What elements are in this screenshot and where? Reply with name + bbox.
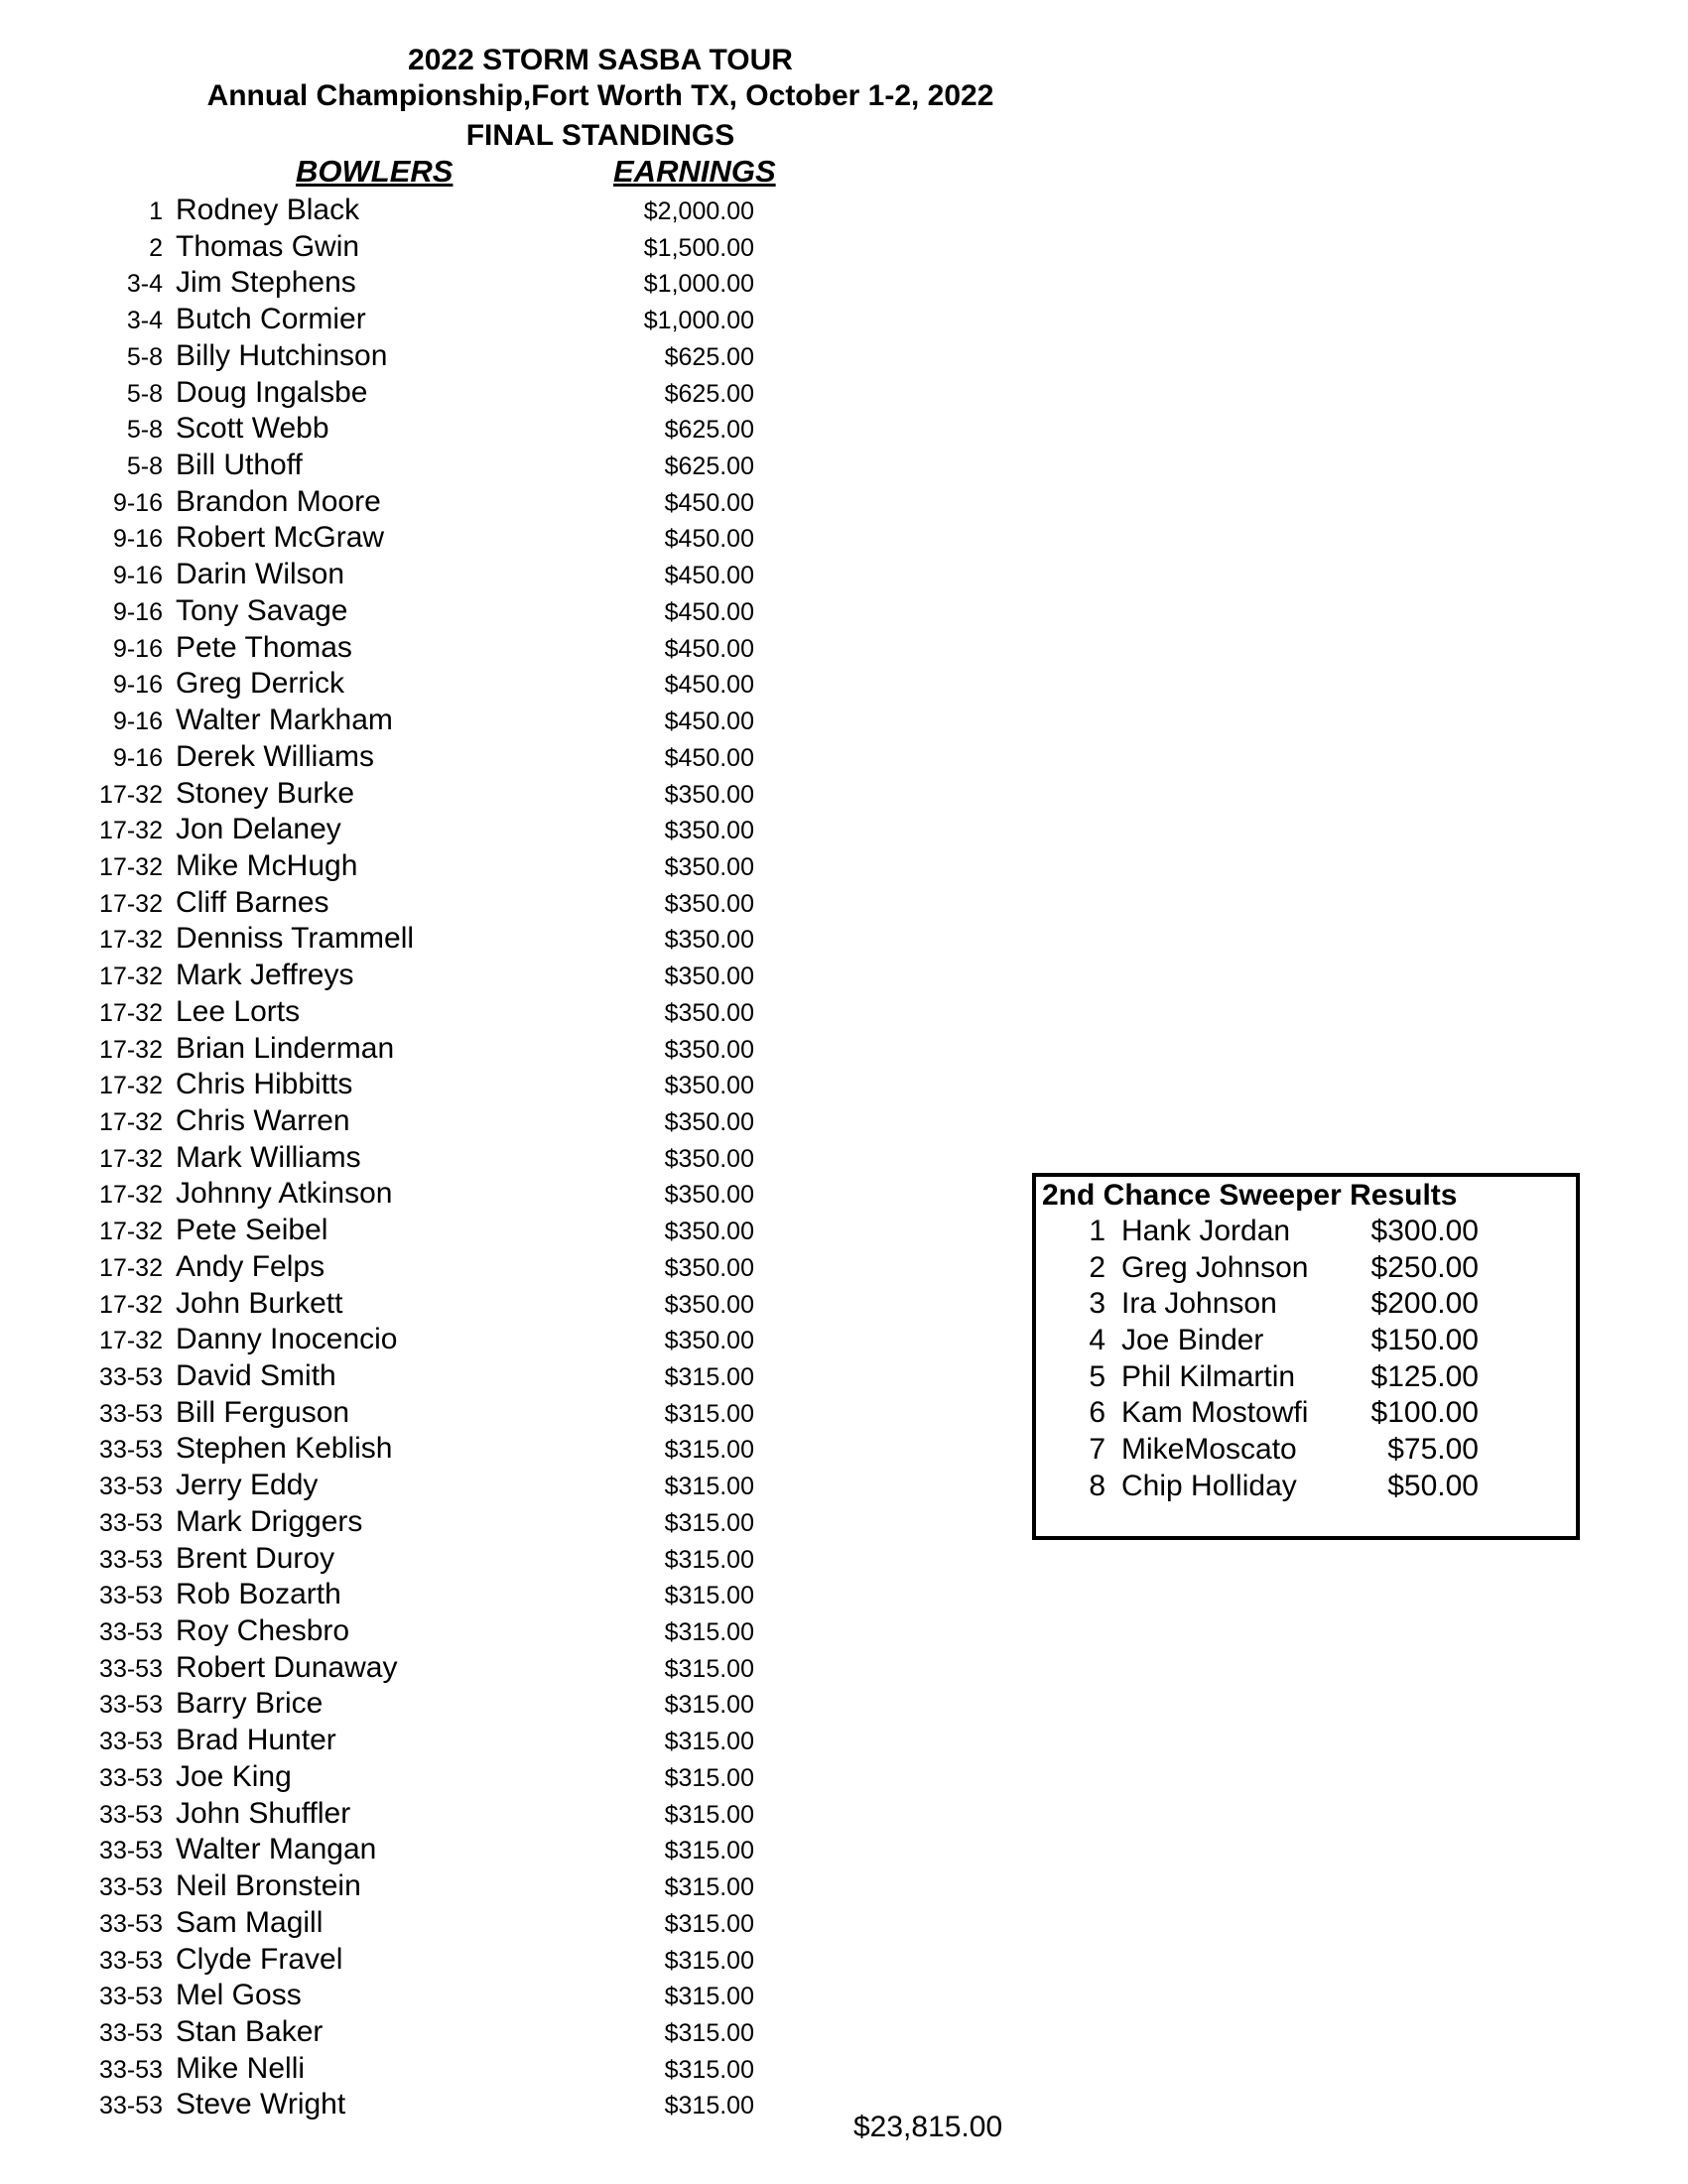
bowler-name: Barry Brice	[176, 1687, 324, 1721]
place-cell: 33-53	[99, 1508, 163, 1537]
earnings-cell: $625.00	[664, 379, 754, 408]
earnings-cell: $315.00	[664, 1399, 754, 1428]
earnings-cell: $350.00	[664, 926, 754, 955]
bowler-name: Andy Felps	[176, 1249, 325, 1283]
table-row	[0, 1613, 893, 1650]
place-cell: 17-32	[99, 998, 163, 1027]
place-cell: 9-16	[112, 525, 163, 554]
sweeper-place: 8	[1089, 1469, 1105, 1502]
earnings-cell: $315.00	[664, 1909, 754, 1938]
sweeper-amount: $300.00	[1370, 1215, 1479, 1247]
bowler-name: Tony Savage	[176, 593, 348, 627]
bowler-name: Walter Mangan	[176, 1833, 377, 1866]
bowler-name: Walter Markham	[176, 704, 393, 737]
sweeper-row	[1036, 1287, 1576, 1324]
place-cell: 33-53	[99, 1654, 163, 1683]
bowler-name: Mike Nelli	[176, 2051, 306, 2085]
doc-title: 2022 STORM SASBA TOUR	[408, 44, 793, 76]
earnings-cell: $1,000.00	[643, 270, 754, 299]
bowler-name: Greg Derrick	[176, 667, 345, 701]
sweeper-row	[1036, 1215, 1576, 1251]
earnings-cell: $315.00	[664, 2018, 754, 2047]
earnings-cell: $450.00	[664, 634, 754, 663]
place-cell: 5-8	[126, 342, 163, 371]
sweeper-place: 3	[1089, 1287, 1105, 1321]
bowler-name: Brent Duroy	[176, 1541, 335, 1575]
bowler-name: Lee Lorts	[176, 994, 301, 1028]
bowler-name: Rodney Black	[176, 193, 360, 226]
table-row	[0, 1978, 893, 2014]
place-cell: 9-16	[112, 743, 163, 772]
bowler-name: Mark Jeffreys	[176, 959, 354, 992]
place-cell: 33-53	[99, 1473, 163, 1501]
bowler-name: Roy Chesbro	[176, 1614, 350, 1648]
sweeper-results-box	[1032, 1173, 1580, 1540]
earnings-cell: $315.00	[664, 1728, 754, 1756]
table-row	[0, 666, 893, 703]
place-cell: 3-4	[126, 270, 163, 299]
sweeper-name: Joe Binder	[1121, 1324, 1264, 1357]
place-cell: 17-32	[99, 1253, 163, 1282]
place-cell: 17-32	[99, 1072, 163, 1100]
place-cell: 9-16	[112, 597, 163, 626]
place-cell: 17-32	[99, 926, 163, 955]
sweeper-title: 2nd Chance Sweeper Results	[1042, 1179, 1458, 1212]
bowler-name: Darin Wilson	[176, 558, 345, 591]
earnings-cell: $350.00	[664, 780, 754, 809]
earnings-cell: $450.00	[664, 707, 754, 736]
earnings-cell: $450.00	[664, 671, 754, 700]
place-cell: 33-53	[99, 1399, 163, 1428]
table-row	[0, 448, 893, 484]
earnings-cell: $315.00	[664, 1582, 754, 1610]
bowler-name: Doug Ingalsbe	[176, 375, 368, 409]
earnings-cell: $450.00	[664, 525, 754, 554]
table-row	[0, 1395, 893, 1432]
place-cell: 9-16	[112, 488, 163, 517]
bowler-name: Mark Driggers	[176, 1504, 363, 1538]
earnings-cell: $625.00	[664, 342, 754, 371]
bowler-name: Brad Hunter	[176, 1724, 336, 1757]
table-row	[0, 1322, 893, 1358]
table-row	[0, 1213, 893, 1249]
bowler-name: Neil Bronstein	[176, 1869, 361, 1903]
bowler-name: Cliff Barnes	[176, 885, 329, 919]
place-cell: 5-8	[126, 379, 163, 408]
earnings-cell: $350.00	[664, 1072, 754, 1100]
table-row	[0, 1431, 893, 1468]
earnings-cell: $350.00	[664, 817, 754, 845]
place-cell: 17-32	[99, 1144, 163, 1173]
table-row	[0, 1905, 893, 1942]
earnings-column-header: EARNINGS	[613, 154, 776, 189]
place-cell: 33-53	[99, 1837, 163, 1865]
earnings-cell: $315.00	[664, 1473, 754, 1501]
sweeper-place: 7	[1089, 1433, 1105, 1467]
place-cell: 33-53	[99, 2092, 163, 2120]
table-row	[0, 338, 893, 375]
bowler-name: Bill Ferguson	[176, 1395, 350, 1429]
place-cell: 9-16	[112, 634, 163, 663]
earnings-cell: $315.00	[664, 1837, 754, 1865]
sweeper-amount: $250.00	[1370, 1250, 1479, 1284]
place-cell: 33-53	[99, 1436, 163, 1465]
place-cell: 33-53	[99, 2018, 163, 2047]
event-subtitle: Annual Championship,Fort Worth TX, October 1-2, 2022	[206, 79, 994, 112]
earnings-cell: $450.00	[664, 562, 754, 590]
place-cell: 17-32	[99, 780, 163, 809]
bowler-name: Brian Linderman	[176, 1031, 395, 1065]
earnings-cell: $315.00	[664, 2055, 754, 2084]
bowler-name: Denniss Trammell	[176, 922, 415, 956]
table-row	[0, 411, 893, 448]
sweeper-row	[1036, 1324, 1576, 1360]
bowler-name: David Smith	[176, 1359, 336, 1392]
sweeper-name: MikeMoscato	[1121, 1433, 1297, 1467]
earnings-cell: $315.00	[664, 1691, 754, 1720]
sweeper-row	[1036, 1396, 1576, 1433]
earnings-cell: $315.00	[664, 1654, 754, 1683]
earnings-cell: $315.00	[664, 1618, 754, 1647]
earnings-cell: $350.00	[664, 889, 754, 918]
table-row	[0, 1796, 893, 1833]
bowler-name: Mike McHugh	[176, 848, 358, 882]
earnings-cell: $450.00	[664, 743, 754, 772]
table-row	[0, 2014, 893, 2051]
bowlers-column-header: BOWLERS	[296, 154, 454, 189]
bowler-name: Stan Baker	[176, 2014, 324, 2048]
table-row	[0, 1067, 893, 1103]
grand-total: $23,815.00	[853, 2111, 1003, 2143]
table-row	[0, 1468, 893, 1504]
bowler-name: Sam Magill	[176, 1905, 324, 1939]
earnings-cell: $1,000.00	[643, 307, 754, 335]
place-cell: 17-32	[99, 1035, 163, 1064]
table-row	[0, 885, 893, 922]
place-cell: 17-32	[99, 889, 163, 918]
table-row	[0, 2087, 893, 2123]
table-row	[0, 1140, 893, 1177]
table-row	[0, 739, 893, 776]
bowler-name: Butch Cormier	[176, 303, 366, 336]
table-row	[0, 484, 893, 521]
place-cell: 9-16	[112, 707, 163, 736]
table-row	[0, 265, 893, 302]
earnings-cell: $1,500.00	[643, 233, 754, 262]
earnings-cell: $350.00	[664, 1290, 754, 1319]
earnings-cell: $2,000.00	[643, 197, 754, 225]
earnings-cell: $450.00	[664, 488, 754, 517]
place-cell: 33-53	[99, 1691, 163, 1720]
sweeper-list	[1036, 1215, 1576, 1506]
table-row	[0, 1868, 893, 1905]
bowler-name: Stoney Burke	[176, 776, 355, 810]
earnings-cell: $350.00	[664, 1107, 754, 1136]
place-cell: 9-16	[112, 562, 163, 590]
bowler-name: Mark Williams	[176, 1140, 361, 1174]
sweeper-name: Chip Holliday	[1121, 1469, 1297, 1502]
sweeper-row	[1036, 1470, 1576, 1506]
bowler-name: Scott Webb	[176, 412, 329, 446]
earnings-cell: $315.00	[664, 1763, 754, 1792]
earnings-cell: $315.00	[664, 2092, 754, 2120]
sweeper-place: 4	[1089, 1324, 1105, 1357]
bowler-name: Derek Williams	[176, 739, 375, 773]
earnings-cell: $625.00	[664, 452, 754, 481]
sweeper-place: 1	[1089, 1215, 1105, 1247]
table-row	[0, 593, 893, 630]
bowler-name: Clyde Fravel	[176, 1942, 343, 1976]
sweeper-place: 5	[1089, 1359, 1105, 1393]
table-row	[0, 229, 893, 266]
bowler-name: Pete Thomas	[176, 630, 352, 664]
place-cell: 9-16	[112, 671, 163, 700]
table-row	[0, 1686, 893, 1723]
sweeper-amount: $50.00	[1387, 1469, 1479, 1502]
sweeper-amount: $75.00	[1387, 1433, 1479, 1467]
place-cell: 33-53	[99, 1728, 163, 1756]
sweeper-row	[1036, 1251, 1576, 1288]
place-cell: 17-32	[99, 852, 163, 881]
bowler-name: Robert McGraw	[176, 521, 385, 555]
table-row	[0, 1358, 893, 1395]
sweeper-place: 2	[1089, 1250, 1105, 1284]
bowler-name: Chris Warren	[176, 1103, 350, 1137]
sweeper-name: Kam Mostowfi	[1121, 1396, 1309, 1430]
bowler-name: Chris Hibbitts	[176, 1068, 353, 1101]
earnings-cell: $315.00	[664, 1436, 754, 1465]
bowler-name: John Shuffler	[176, 1796, 351, 1830]
sweeper-name: Phil Kilmartin	[1121, 1359, 1296, 1393]
table-row	[0, 1759, 893, 1796]
table-row	[0, 557, 893, 593]
bowler-name: Stephen Keblish	[176, 1432, 393, 1466]
place-cell: 17-32	[99, 1181, 163, 1210]
standings-heading: FINAL STANDINGS	[465, 119, 735, 152]
table-row	[0, 1577, 893, 1613]
table-row	[0, 1176, 893, 1213]
bowler-name: Bill Uthoff	[176, 449, 303, 482]
bowler-name: Mel Goss	[176, 1979, 302, 2012]
earnings-cell: $315.00	[664, 1946, 754, 1975]
bowler-name: Brandon Moore	[176, 484, 381, 518]
table-row	[0, 630, 893, 667]
place-cell: 33-53	[99, 1618, 163, 1647]
place-cell: 5-8	[126, 416, 163, 445]
earnings-cell: $315.00	[664, 1363, 754, 1391]
bowler-name: John Burkett	[176, 1286, 343, 1320]
earnings-cell: $625.00	[664, 416, 754, 445]
table-row	[0, 2051, 893, 2088]
place-cell: 33-53	[99, 1763, 163, 1792]
table-row	[0, 302, 893, 338]
sweeper-name: Greg Johnson	[1121, 1250, 1309, 1284]
earnings-cell: $315.00	[664, 1873, 754, 1902]
place-cell: 33-53	[99, 1800, 163, 1829]
earnings-cell: $315.00	[664, 1983, 754, 2011]
bowler-name: Johnny Atkinson	[176, 1177, 393, 1211]
table-row	[0, 1286, 893, 1323]
table-row	[0, 812, 893, 848]
table-row	[0, 1031, 893, 1068]
bowler-name: Joe King	[176, 1759, 292, 1793]
bowler-name: Rob Bozarth	[176, 1578, 341, 1611]
place-cell: 17-32	[99, 1327, 163, 1355]
table-row	[0, 703, 893, 739]
standings-list	[0, 193, 893, 2123]
table-row	[0, 520, 893, 557]
place-cell: 3-4	[126, 307, 163, 335]
place-cell: 33-53	[99, 1873, 163, 1902]
place-cell: 17-32	[99, 1218, 163, 1246]
earnings-cell: $350.00	[664, 1253, 754, 1282]
earnings-cell: $450.00	[664, 597, 754, 626]
sweeper-amount: $200.00	[1370, 1287, 1479, 1321]
sweeper-row	[1036, 1433, 1576, 1470]
sweeper-amount: $150.00	[1370, 1324, 1479, 1357]
place-cell: 2	[149, 233, 163, 262]
bowler-name: Jerry Eddy	[176, 1469, 319, 1502]
bowler-name: Pete Seibel	[176, 1214, 328, 1247]
bowler-name: Danny Inocencio	[176, 1323, 398, 1356]
table-row	[0, 375, 893, 412]
place-cell: 1	[149, 197, 163, 225]
place-cell: 33-53	[99, 1363, 163, 1391]
place-cell: 5-8	[126, 452, 163, 481]
place-cell: 17-32	[99, 1290, 163, 1319]
bowler-name: Steve Wright	[176, 2088, 346, 2121]
table-row	[0, 1103, 893, 1140]
bowler-name: Jim Stephens	[176, 266, 356, 300]
earnings-cell: $350.00	[664, 998, 754, 1027]
sweeper-place: 6	[1089, 1396, 1105, 1430]
table-row	[0, 994, 893, 1031]
place-cell: 17-32	[99, 963, 163, 991]
sweeper-amount: $100.00	[1370, 1396, 1479, 1430]
table-row	[0, 1942, 893, 1979]
bowler-name: Jon Delaney	[176, 813, 341, 846]
bowler-name: Billy Hutchinson	[176, 338, 388, 372]
earnings-cell: $350.00	[664, 852, 754, 881]
table-row	[0, 1832, 893, 1868]
earnings-cell: $350.00	[664, 1035, 754, 1064]
place-cell: 33-53	[99, 1909, 163, 1938]
table-row	[0, 1541, 893, 1578]
earnings-cell: $350.00	[664, 1327, 754, 1355]
bowler-name: Thomas Gwin	[176, 229, 360, 263]
sweeper-row	[1036, 1360, 1576, 1397]
earnings-cell: $350.00	[664, 963, 754, 991]
earnings-cell: $315.00	[664, 1508, 754, 1537]
sweeper-amount: $125.00	[1370, 1359, 1479, 1393]
sweeper-name: Ira Johnson	[1121, 1287, 1277, 1321]
place-cell: 33-53	[99, 2055, 163, 2084]
table-row	[0, 1504, 893, 1541]
earnings-cell: $350.00	[664, 1144, 754, 1173]
place-cell: 17-32	[99, 817, 163, 845]
place-cell: 33-53	[99, 1946, 163, 1975]
earnings-cell: $350.00	[664, 1218, 754, 1246]
table-row	[0, 776, 893, 813]
table-row	[0, 848, 893, 885]
table-row	[0, 193, 893, 229]
table-row	[0, 1249, 893, 1286]
place-cell: 33-53	[99, 1582, 163, 1610]
bowler-name: Robert Dunaway	[176, 1650, 398, 1684]
table-row	[0, 921, 893, 958]
earnings-cell: $350.00	[664, 1181, 754, 1210]
place-cell: 33-53	[99, 1545, 163, 1574]
place-cell: 33-53	[99, 1983, 163, 2011]
table-row	[0, 1650, 893, 1687]
earnings-cell: $315.00	[664, 1545, 754, 1574]
sweeper-name: Hank Jordan	[1121, 1215, 1291, 1247]
table-row	[0, 1723, 893, 1759]
table-row	[0, 958, 893, 994]
place-cell: 17-32	[99, 1107, 163, 1136]
earnings-cell: $315.00	[664, 1800, 754, 1829]
